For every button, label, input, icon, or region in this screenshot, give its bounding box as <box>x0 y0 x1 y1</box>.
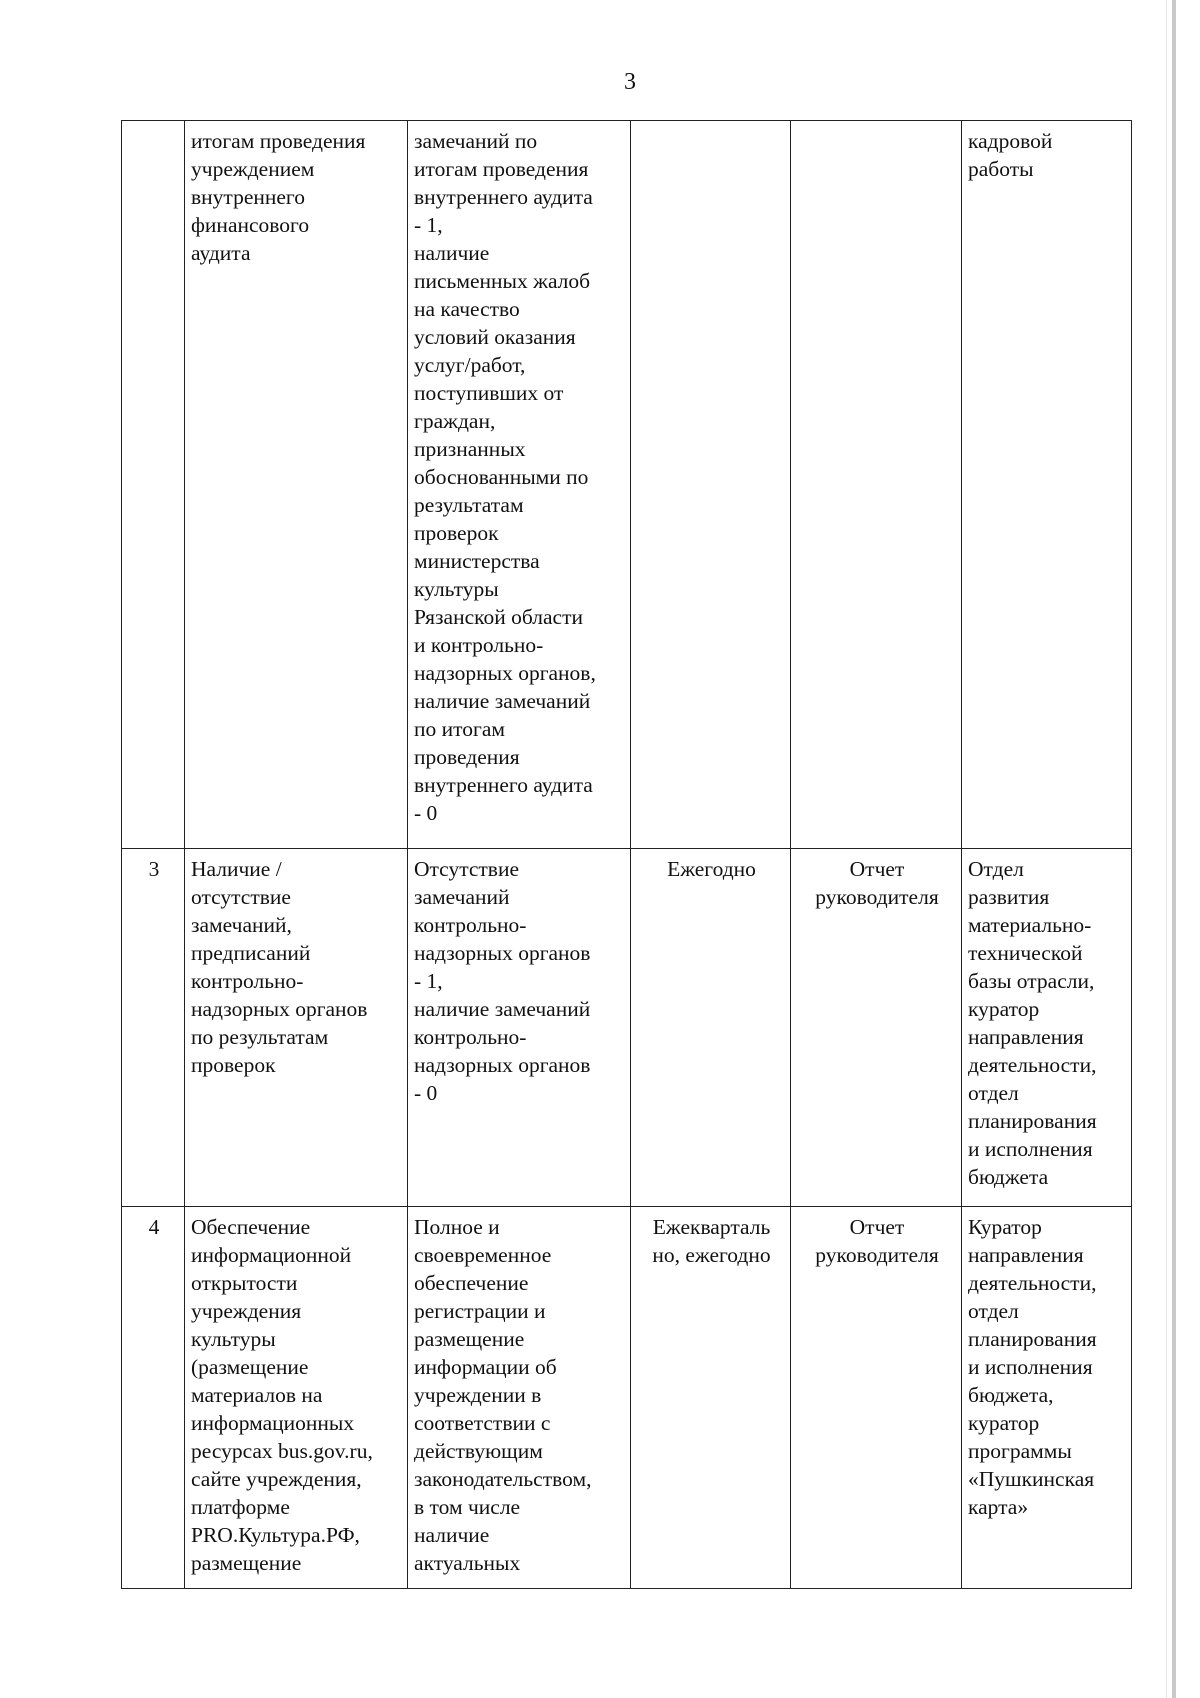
source-cell <box>791 121 962 849</box>
scan-edge-shadow <box>1166 0 1167 1698</box>
indicator-cell: итогам проведения учреждением внутреннего финансового аудита <box>185 121 408 849</box>
source-cell: Отчет руководителя <box>791 849 962 1207</box>
page-number: 3 <box>624 69 636 95</box>
table-row <box>122 121 1132 849</box>
criteria-cell: Полное и своевременное обеспечение регистрации и размещение информации об учреждении в соответствии с действующим законодательством, в том числе наличие актуальных <box>408 1207 631 1589</box>
responsible-cell: Куратор направления деятельности, отдел планирования и исполнения бюджета, куратор программы «Пушкинская карта» <box>962 1207 1132 1589</box>
period-cell: Ежегодно <box>631 849 791 1207</box>
row-number-cell: 4 <box>122 1207 185 1589</box>
criteria-table <box>121 120 1132 1589</box>
table-row <box>122 849 1132 1207</box>
responsible-cell: кадровой работы <box>962 121 1132 849</box>
indicator-cell: Обеспечение информационной открытости учреждения культуры (размещение материалов на информационных ресурсах bus.gov.ru, сайте учреждения, платформе PRO.Культура.РФ, размещение <box>185 1207 408 1589</box>
period-cell: Ежекварталь но, ежегодно <box>631 1207 791 1589</box>
criteria-cell: Отсутствие замечаний контрольно- надзорных органов - 1, наличие замечаний контрольно- надзорных органов - 0 <box>408 849 631 1207</box>
row-number-cell: 3 <box>122 849 185 1207</box>
scan-edge <box>1172 0 1176 1698</box>
row-number-cell <box>122 121 185 849</box>
source-cell: Отчет руководителя <box>791 1207 962 1589</box>
indicator-cell: Наличие / отсутствие замечаний, предписаний контрольно- надзорных органов по результатам проверок <box>185 849 408 1207</box>
criteria-cell: замечаний по итогам проведения внутреннего аудита - 1, наличие письменных жалоб на качество условий оказания услуг/работ, поступивших от граждан, признанных обоснованными по результатам проверок министерства культуры Рязанской области и контрольно- надзорных органов, наличие замечаний по итогам проведения внутреннего аудита - 0 <box>408 121 631 849</box>
table-row <box>122 1207 1132 1589</box>
period-cell <box>631 121 791 849</box>
responsible-cell: Отдел развития материально- технической базы отрасли, куратор направления деятельности, отдел планирования и исполнения бюджета <box>962 849 1132 1207</box>
